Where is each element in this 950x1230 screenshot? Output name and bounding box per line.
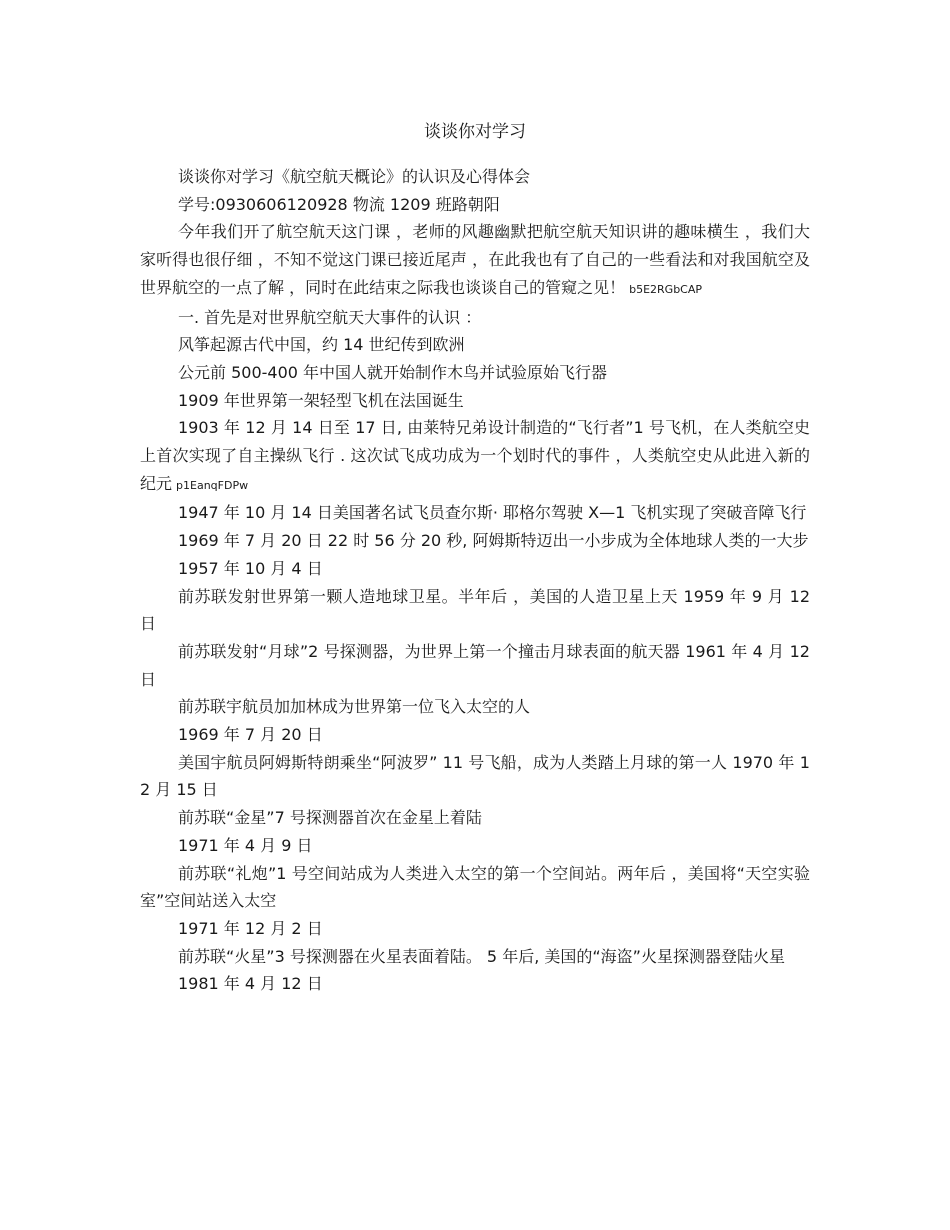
paragraph-text: 前苏联宇航员加加林成为世界第一位飞入太空的人 <box>178 697 531 717</box>
paragraph <box>140 860 810 915</box>
paragraph-text: 1971 年 4 月 9 日 <box>178 835 313 855</box>
paragraph-section-heading <box>140 304 810 332</box>
paragraph-text: 1969 年 7 月 20 日 22 时 56 分 20 秒, 阿姆斯特迈出一小步成为全体地球人类的一大步 <box>178 531 809 551</box>
paragraph-text: 前苏联“礼炮”1 号空间站成为人类进入太空的第一个空间站。两年后 ，美国将“天空实验室”空间站送入太空 <box>140 863 810 911</box>
paragraph-text: 1981 年 4 月 12 日 <box>178 974 323 994</box>
paragraph-heading <box>140 163 810 191</box>
paragraph-text: 前苏联发射世界第一颗人造地球卫星。半年后 ，美国的人造卫星上天 1959 年 9 月 12 日 <box>140 586 810 634</box>
reference-code: p1EanqFDPw <box>176 478 249 492</box>
paragraph <box>140 804 810 832</box>
paragraph-text: 一. 首先是对世界航空航天大事件的认识 ： <box>178 307 482 327</box>
paragraph <box>140 499 810 527</box>
paragraph-intro <box>140 218 810 303</box>
paragraph-text: 前苏联“火星”3 号探测器在火星表面着陆。 5 年后, 美国的“海盗”火星探测器登陆火星 <box>178 946 785 966</box>
paragraph-text: 公元前 500-400 年中国人就开始制作木鸟并试验原始飞行器 <box>178 362 608 382</box>
paragraph <box>140 583 810 638</box>
paragraph <box>140 970 810 998</box>
paragraph <box>140 359 810 387</box>
paragraph <box>140 915 810 943</box>
paragraph <box>140 638 810 693</box>
paragraph-text: 风筝起源古代中国，约 14 世纪传到欧洲 <box>178 335 465 355</box>
paragraph-text: 学号:0930606120928 物流 1209 班路朝阳 <box>178 194 500 214</box>
paragraph-text: 1969 年 7 月 20 日 <box>178 725 323 745</box>
paragraph-text: 1947 年 10 月 14 日美国著名试飞员查尔斯· 耶格尔驾驶 X—1 飞机实现了突破音障飞行 <box>178 503 807 523</box>
paragraph <box>140 387 810 415</box>
paragraph-text: 1971 年 12 月 2 日 <box>178 918 323 938</box>
paragraph <box>140 721 810 749</box>
paragraph <box>140 693 810 721</box>
paragraph-student-id <box>140 191 810 219</box>
paragraph <box>140 527 810 555</box>
document-title: 谈谈你对学习 <box>424 122 526 142</box>
paragraph-text: 1957 年 10 月 4 日 <box>178 558 323 578</box>
paragraph-text: 前苏联“金星”7 号探测器首次在金星上着陆 <box>178 808 482 828</box>
paragraph-text: 1903 年 12 月 14 日至 17 日, 由莱特兄弟设计制造的“飞行者”1 号飞机，在人类航空史上首次实现了自主操纵飞行 . 这次试飞成功成为一个划时代的事件 ，人类航空史从此进入新的纪元 <box>140 418 810 493</box>
paragraph-text: 前苏联发射“月球”2 号探测器，为世界上第一个撞击月球表面的航天器 1961 年 4 月 12 日 <box>140 641 810 689</box>
paragraph <box>140 414 810 499</box>
paragraph-text: 谈谈你对学习《航空航天概论》的认识及心得体会 <box>178 167 531 186</box>
paragraph-text: 美国宇航员阿姆斯特朗乘坐“阿波罗” 11 号飞船，成为人类踏上月球的第一人 1970 年 12 月 15 日 <box>140 752 810 800</box>
paragraph-text: 1909 年世界第一架轻型飞机在法国诞生 <box>178 390 464 410</box>
paragraph-text: 今年我们开了航空航天这门课 ，老师的风趣幽默把航空航天知识讲的趣味横生 ，我们大家听得也很仔细 ，不知不觉这门课已接近尾声 ，在此我也有了自己的一些看法和对我国航空及世界航空的一点了解 ，同时在此结束之际我也谈谈自己的管窥之见！ <box>140 222 810 297</box>
paragraph <box>140 749 810 804</box>
paragraph <box>140 832 810 860</box>
document-body <box>140 163 810 998</box>
paragraph <box>140 555 810 583</box>
paragraph <box>140 331 810 359</box>
reference-code: b5E2RGbCAP <box>629 282 703 296</box>
paragraph <box>140 943 810 971</box>
